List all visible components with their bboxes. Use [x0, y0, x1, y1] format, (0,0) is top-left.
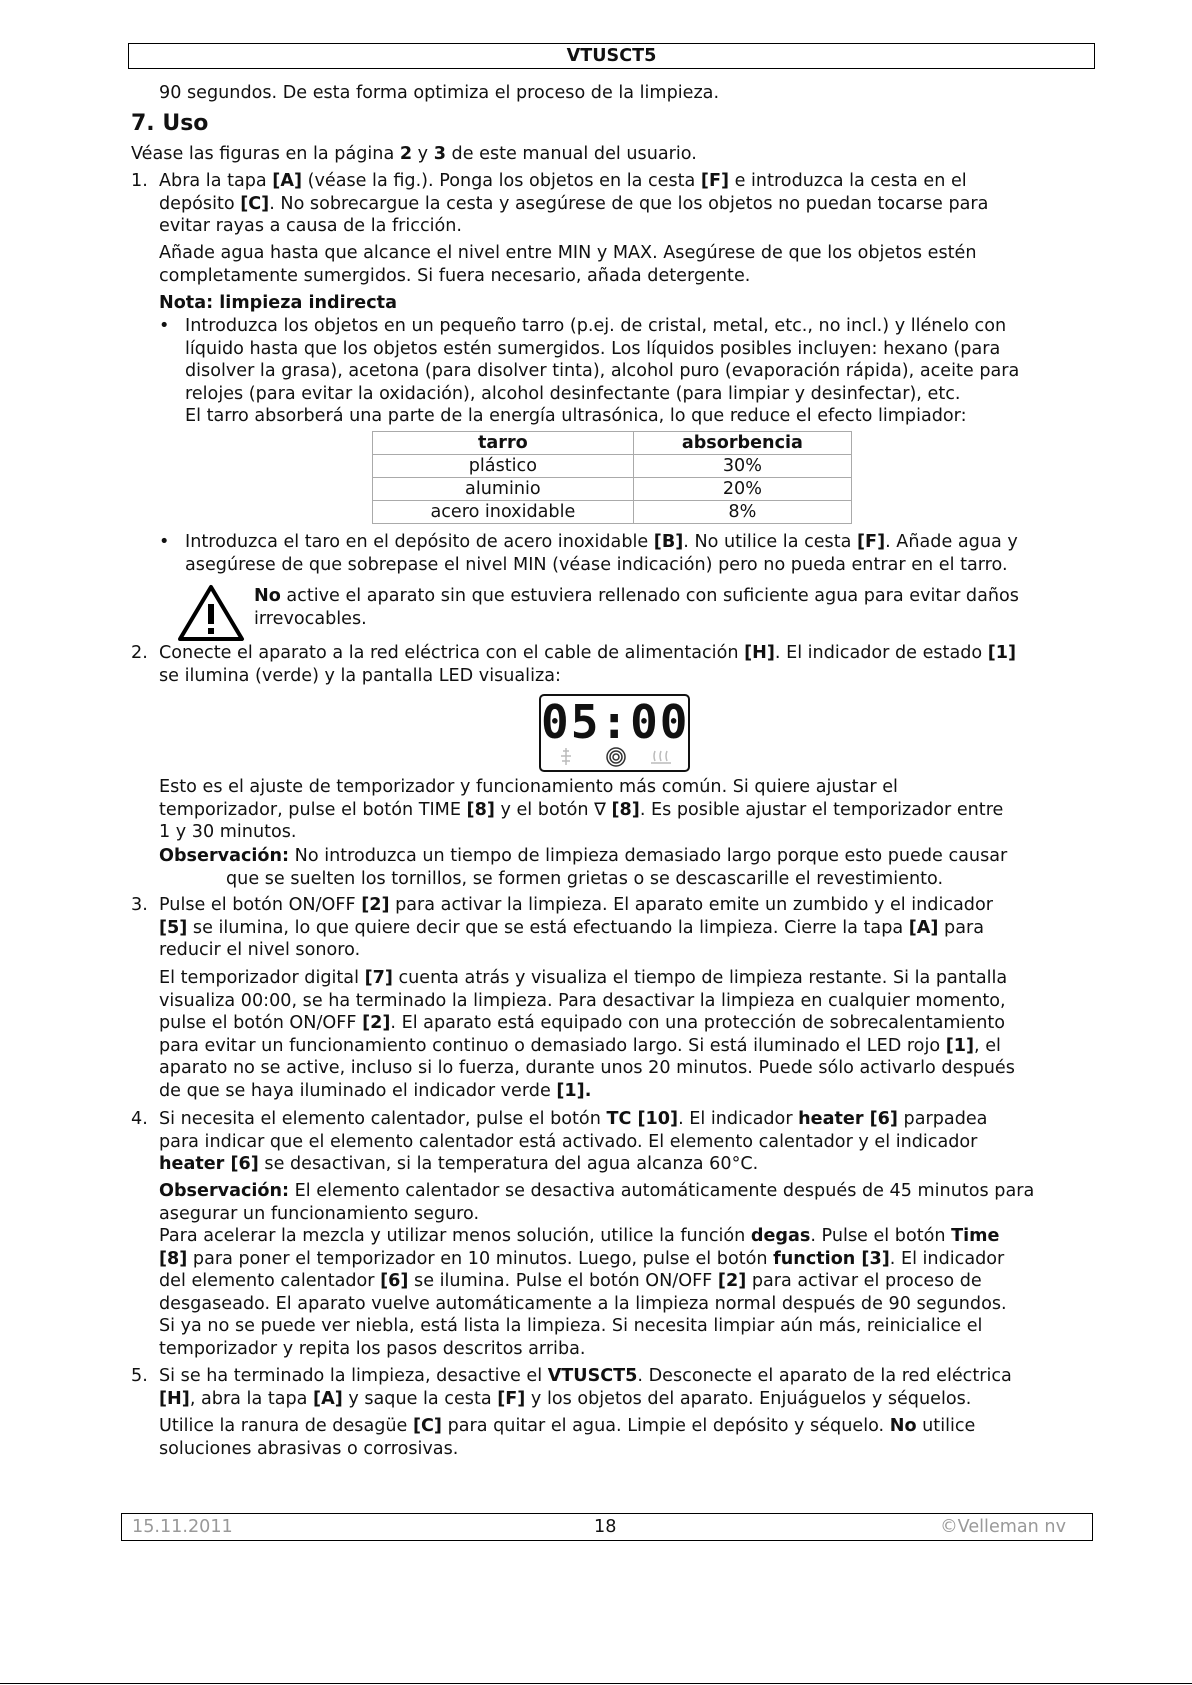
- intro-line: 90 segundos. De esta forma optimiza el proceso de la limpieza.: [159, 83, 720, 103]
- footer-date: 15.11.2011: [132, 1517, 233, 1537]
- step3-text: Pulse el botón ON/OFF [2] para activar la limpieza. El aparato emite un zumbido y el indicador [5] se ilumina, lo que quiere decir que se está efectuando la limpieza. Cierre la tapa [A] para reducir el nivel sonoro.: [159, 895, 993, 961]
- step3-timer-paragraph: El temporizador digital [7] cuenta atrás y visualiza el tiempo de limpieza restante. Si la pantalla visualiza 00:00, se ha terminado la limpieza. Para desactivar la limpieza en cualquier momento, pulse el botón ON/OFF [2]. El aparato está equipado con una protección de sobrecalentamiento para evitar un funcionamiento continuo o demasiado largo. Si está iluminado el LED rojo [1], el aparato no se active, incluso si lo fuerza, durante unos 20 minutos. Puede sólo activarlo después de que se haya iluminado el indicador verde [1].: [159, 968, 1015, 1101]
- absorbency-table: [372, 431, 852, 524]
- table-header-row: [373, 432, 852, 455]
- step-number: 5.: [131, 1366, 148, 1386]
- table-cell: aluminio: [373, 478, 634, 501]
- page-bottom-rule: [0, 1683, 1192, 1684]
- table-header: absorbencia: [633, 432, 851, 455]
- page-header: VTUSCT5: [128, 43, 1095, 69]
- indirect-bullet-1: Introduzca los objetos en un pequeño tarro (p.ej. de cristal, metal, etc., no incl.) y llénelo con líquido hasta que los objetos estén sumergidos. Los líquidos posibles incluyen: hexano (para disolver la grasa), acetona (para disolver tinta), alcohol puro (evaporación rápida), aceite para relojes (para evitar la oxidación), alcohol desinfectante (para limpiar y desinfectar), etc. El tarro absorberá una parte de la energía ultrasónica, lo que reduce el efecto limpiador:: [185, 316, 1020, 427]
- step2-text: Conecte el aparato a la red eléctrica con el cable de alimentación [H]. El indicador de estado [1] se ilumina (verde) y la pantalla LED visualiza:: [159, 643, 1017, 686]
- step4-text: Si necesita el elemento calentador, pulse el botón TC [10]. El indicador heater [6] parpadea para indicar que el elemento calentador está activado. El elemento calentador y el indicador heater [6] se desactivan, si la temperatura del agua alcanza 60°C.: [159, 1109, 988, 1175]
- degas-icon: [561, 748, 571, 765]
- step5-drain-paragraph: Utilice la ranura de desagüe [C] para quitar el agua. Limpie el depósito y séquelo. No utilice soluciones abrasivas o corrosivas.: [159, 1416, 976, 1459]
- step5-text: Si se ha terminado la limpieza, desactive el VTUSCT5. Desconecte el aparato de la red eléctrica [H], abra la tapa [A] y saque la cesta [F] y los objetos del aparato. Enjuáguelos y séquelos.: [159, 1366, 1012, 1409]
- step4-observation: Observación: El elemento calentador se desactiva automáticamente después de 45 minutos para asegurar un funcionamiento seguro.: [159, 1181, 1035, 1224]
- display-status-icons: [555, 747, 677, 767]
- table-cell: plástico: [373, 455, 634, 478]
- step4-degas-paragraph: Para acelerar la mezcla y utilizar menos solución, utilice la función degas. Pulse el botón Time [8] para poner el temporizador en 10 minutos. Luego, pulse el botón function [3]. El indicador del elemento calentador [6] se ilumina. Pulse el botón ON/OFF [2] para activar el proceso de desgaseado. El aparato vuelve automáticamente a la limpieza normal después de 90 segundos. Si ya no se puede ver niebla, está lista la limpieza. Si necesita limpiar aún más, reinicialice el temporizador y repita los pasos descritos arriba.: [159, 1226, 1007, 1359]
- table-row: [373, 455, 852, 478]
- step-number: 2.: [131, 643, 148, 663]
- page-number: 18: [594, 1517, 617, 1537]
- table-row: [373, 478, 852, 501]
- indirect-cleaning-note: Nota: limpieza indirecta: [159, 293, 397, 313]
- step1-text: Abra la tapa [A] (véase la fig.). Ponga los objetos en la cesta [F] e introduzca la cesta en el depósito [C]. No sobrecargue la cesta y asegúrese de que los objetos no puedan tocarse para evitar rayas a causa de la fricción.: [159, 171, 989, 237]
- bullet-icon: •: [159, 532, 170, 552]
- table-cell: 30%: [633, 455, 851, 478]
- step-number: 3.: [131, 895, 148, 915]
- section-lead: Véase las figuras en la página 2 y 3 de este manual del usuario.: [131, 144, 697, 164]
- section-title: 7. Uso: [131, 111, 209, 136]
- led-display-time: 05:00: [541, 695, 690, 749]
- table-cell: 8%: [633, 501, 851, 524]
- indirect-bullet-2: Introduzca el taro en el depósito de acero inoxidable [B]. No utilice la cesta [F]. Añade agua y asegúrese de que sobrepase el nivel MIN (véase indicación) pero no pueda entrar en el tarro.: [185, 532, 1018, 575]
- table-header: tarro: [373, 432, 634, 455]
- bullet-icon: •: [159, 316, 170, 336]
- page-footer: [121, 1513, 1093, 1541]
- footer-copyright: ©Velleman nv: [940, 1517, 1066, 1537]
- table-cell: 20%: [633, 478, 851, 501]
- heater-icon: [651, 751, 671, 763]
- warning-text: No active el aparato sin que estuviera rellenado con suficiente agua para evitar daños irrevocables.: [254, 586, 1019, 629]
- table-cell: acero inoxidable: [373, 501, 634, 524]
- step-number: 4.: [131, 1109, 148, 1129]
- led-display: [539, 694, 690, 772]
- step1-water-paragraph: Añade agua hasta que alcance el nivel entre MIN y MAX. Asegúrese de que los objetos estén completamente sumergidos. Si fuera necesario, añada detergente.: [159, 243, 977, 286]
- step2-timer-paragraph: Esto es el ajuste de temporizador y funcionamiento más común. Si quiere ajustar el temporizador, pulse el botón TIME [8] y el botón ∇ [8]. Es posible ajustar el temporizador entre 1 y 30 minutos.: [159, 777, 1004, 843]
- ultrasonic-icon: [607, 748, 625, 766]
- step2-observation: Observación: No introduzca un tiempo de limpieza demasiado largo porque esto puede causar que se suelten los tornillos, se formen grietas o se descascarille el revestimiento.: [159, 846, 1008, 889]
- warning-triangle-icon: [177, 584, 245, 642]
- table-row: [373, 501, 852, 524]
- step-number: 1.: [131, 171, 148, 191]
